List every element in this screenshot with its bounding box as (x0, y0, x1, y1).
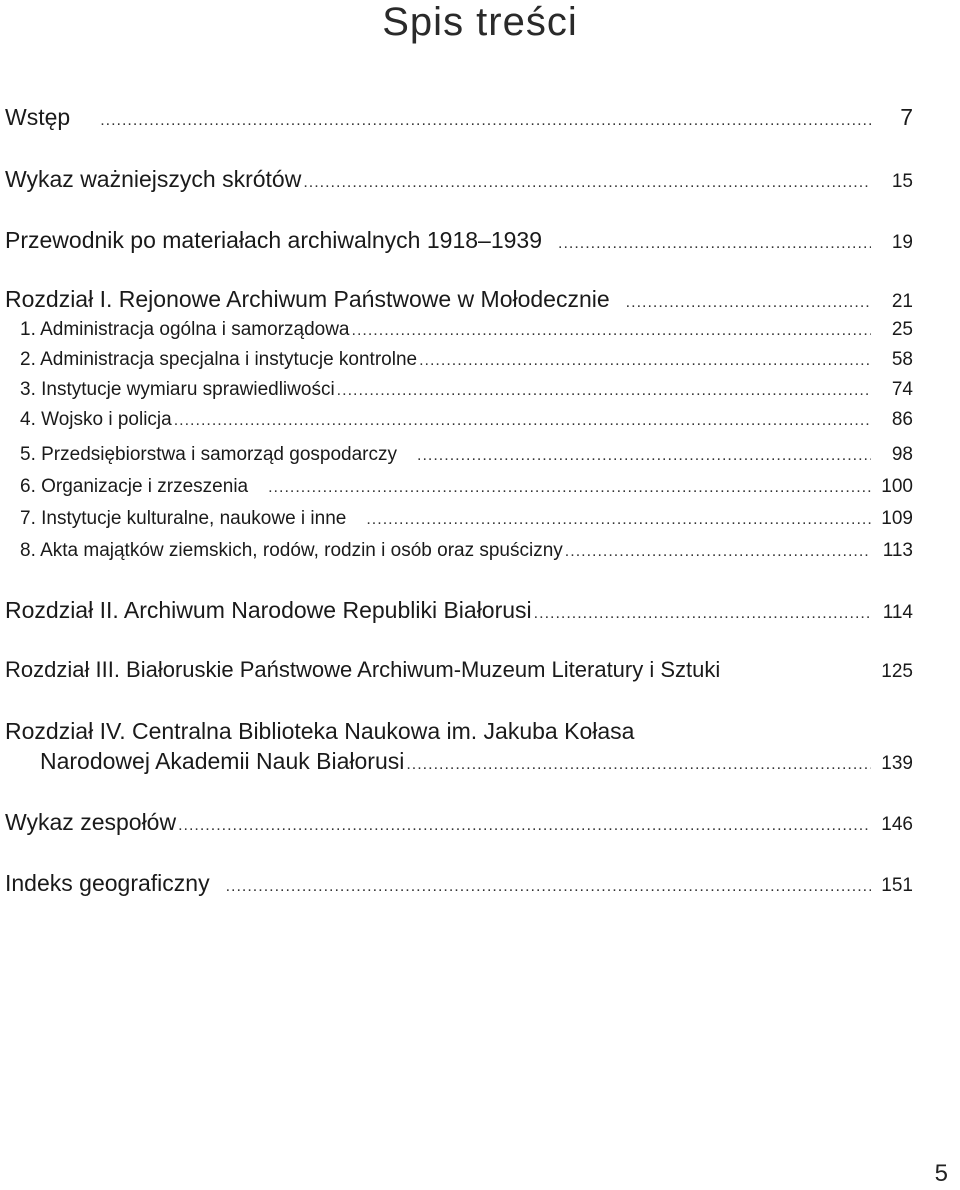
toc-entry-text: 8. Akta majątków ziemskich, rodów, rodzin i osób oraz spuścizny (20, 540, 563, 561)
toc-entry-text: 5. Przedsiębiorstwa i samorząd gospodarczy (20, 444, 398, 465)
toc-entry-page: 139 (881, 753, 913, 774)
leader-dots (303, 168, 871, 198)
leader-dots (534, 599, 871, 629)
toc-entry-text: 7. Instytucje kulturalne, naukowe i inne (20, 508, 347, 529)
toc-subentry[interactable] (5, 440, 913, 471)
leader-dots (366, 505, 871, 535)
toc-subentry[interactable] (5, 504, 913, 535)
toc-entry[interactable] (5, 868, 913, 902)
toc-subentry[interactable] (5, 315, 913, 346)
toc-entry-text: 3. Instytucje wymiaru sprawiedliwości (20, 379, 335, 400)
toc-entry[interactable] (5, 164, 913, 198)
leader-dots (268, 473, 871, 503)
toc-entry-page: 7 (900, 104, 913, 130)
leader-dots (337, 376, 871, 406)
toc-entry-page: 25 (891, 319, 913, 340)
leader-dots (352, 316, 871, 346)
toc-entry-text: Wykaz zespołów (5, 809, 177, 835)
leader-dots (174, 406, 871, 436)
toc-entry[interactable] (5, 595, 913, 629)
toc-entry[interactable] (5, 746, 913, 780)
toc-entry-page: 15 (891, 171, 913, 192)
toc-entry-text: 4. Wojsko i policja (20, 409, 172, 430)
toc-subentry[interactable] (5, 405, 913, 436)
toc-entry-page: 21 (891, 291, 913, 312)
toc-entry-text: Rozdział IV. Centralna Biblioteka Naukowa im. Jakuba Kołasa (5, 718, 635, 744)
toc-entry-text: Indeks geograficzny (5, 870, 210, 896)
toc-entry-text: 2. Administracja specjalna i instytucje kontrolne (20, 349, 418, 370)
toc-entry-page: 113 (882, 540, 913, 561)
toc-entry[interactable] (5, 225, 913, 259)
toc-entry-page: 98 (891, 444, 913, 465)
leader-dots (626, 288, 871, 318)
toc-subentry[interactable] (5, 375, 913, 406)
toc-entry-text: Wykaz ważniejszych skrótów (5, 166, 302, 192)
leader-dots (419, 346, 871, 376)
toc-entry-page: 146 (881, 814, 913, 835)
toc-entry[interactable] (5, 284, 913, 318)
toc-entry-text: 6. Organizacje i zrzeszenia (20, 476, 249, 497)
leader-dots (406, 750, 871, 780)
leader-dots (565, 537, 871, 567)
toc-entry-text: Rozdział II. Archiwum Narodowe Republiki Białorusi (5, 597, 532, 623)
toc-entry-page: 19 (891, 232, 913, 253)
toc-subentry[interactable] (5, 472, 913, 503)
toc-subentry[interactable] (5, 345, 913, 376)
toc-entry-text: Wstęp (5, 104, 71, 130)
toc-entry-text: 1. Administracja ogólna i samorządowa (20, 319, 350, 340)
toc-subentry[interactable] (5, 536, 913, 567)
toc-entry[interactable] (5, 102, 913, 136)
leader-dots (558, 229, 871, 259)
toc-entry-text: Rozdział III. Białoruskie Państwowe Archiwum-Muzeum Literatury i Sztuki (5, 657, 721, 682)
toc-entry-page: 74 (891, 379, 913, 400)
toc-entry-text: Przewodnik po materiałach archiwalnych 1918–1939 (5, 227, 542, 253)
leader-dots (417, 441, 871, 471)
page-number: 5 (934, 1160, 948, 1187)
toc-entry[interactable] (5, 655, 913, 687)
toc-entry-text: Narodowej Akademii Nauk Białorusi (40, 748, 405, 774)
leader-dots (100, 106, 871, 136)
toc-entry-page: 109 (881, 508, 913, 529)
leader-dots (178, 811, 871, 841)
toc-entry-page: 151 (881, 875, 913, 896)
leader-dots (226, 872, 871, 902)
toc-entry-page: 86 (891, 409, 913, 430)
toc-entry[interactable] (5, 807, 913, 841)
toc-entry-page: 114 (882, 602, 913, 623)
toc-entry-page: 125 (881, 661, 913, 682)
toc-entry-page: 100 (881, 476, 913, 497)
toc-entry-text: Rozdział I. Rejonowe Archiwum Państwowe w Mołodecznie (5, 286, 610, 312)
page-title: Spis treści (382, 0, 578, 44)
toc-entry-page: 58 (891, 349, 913, 370)
